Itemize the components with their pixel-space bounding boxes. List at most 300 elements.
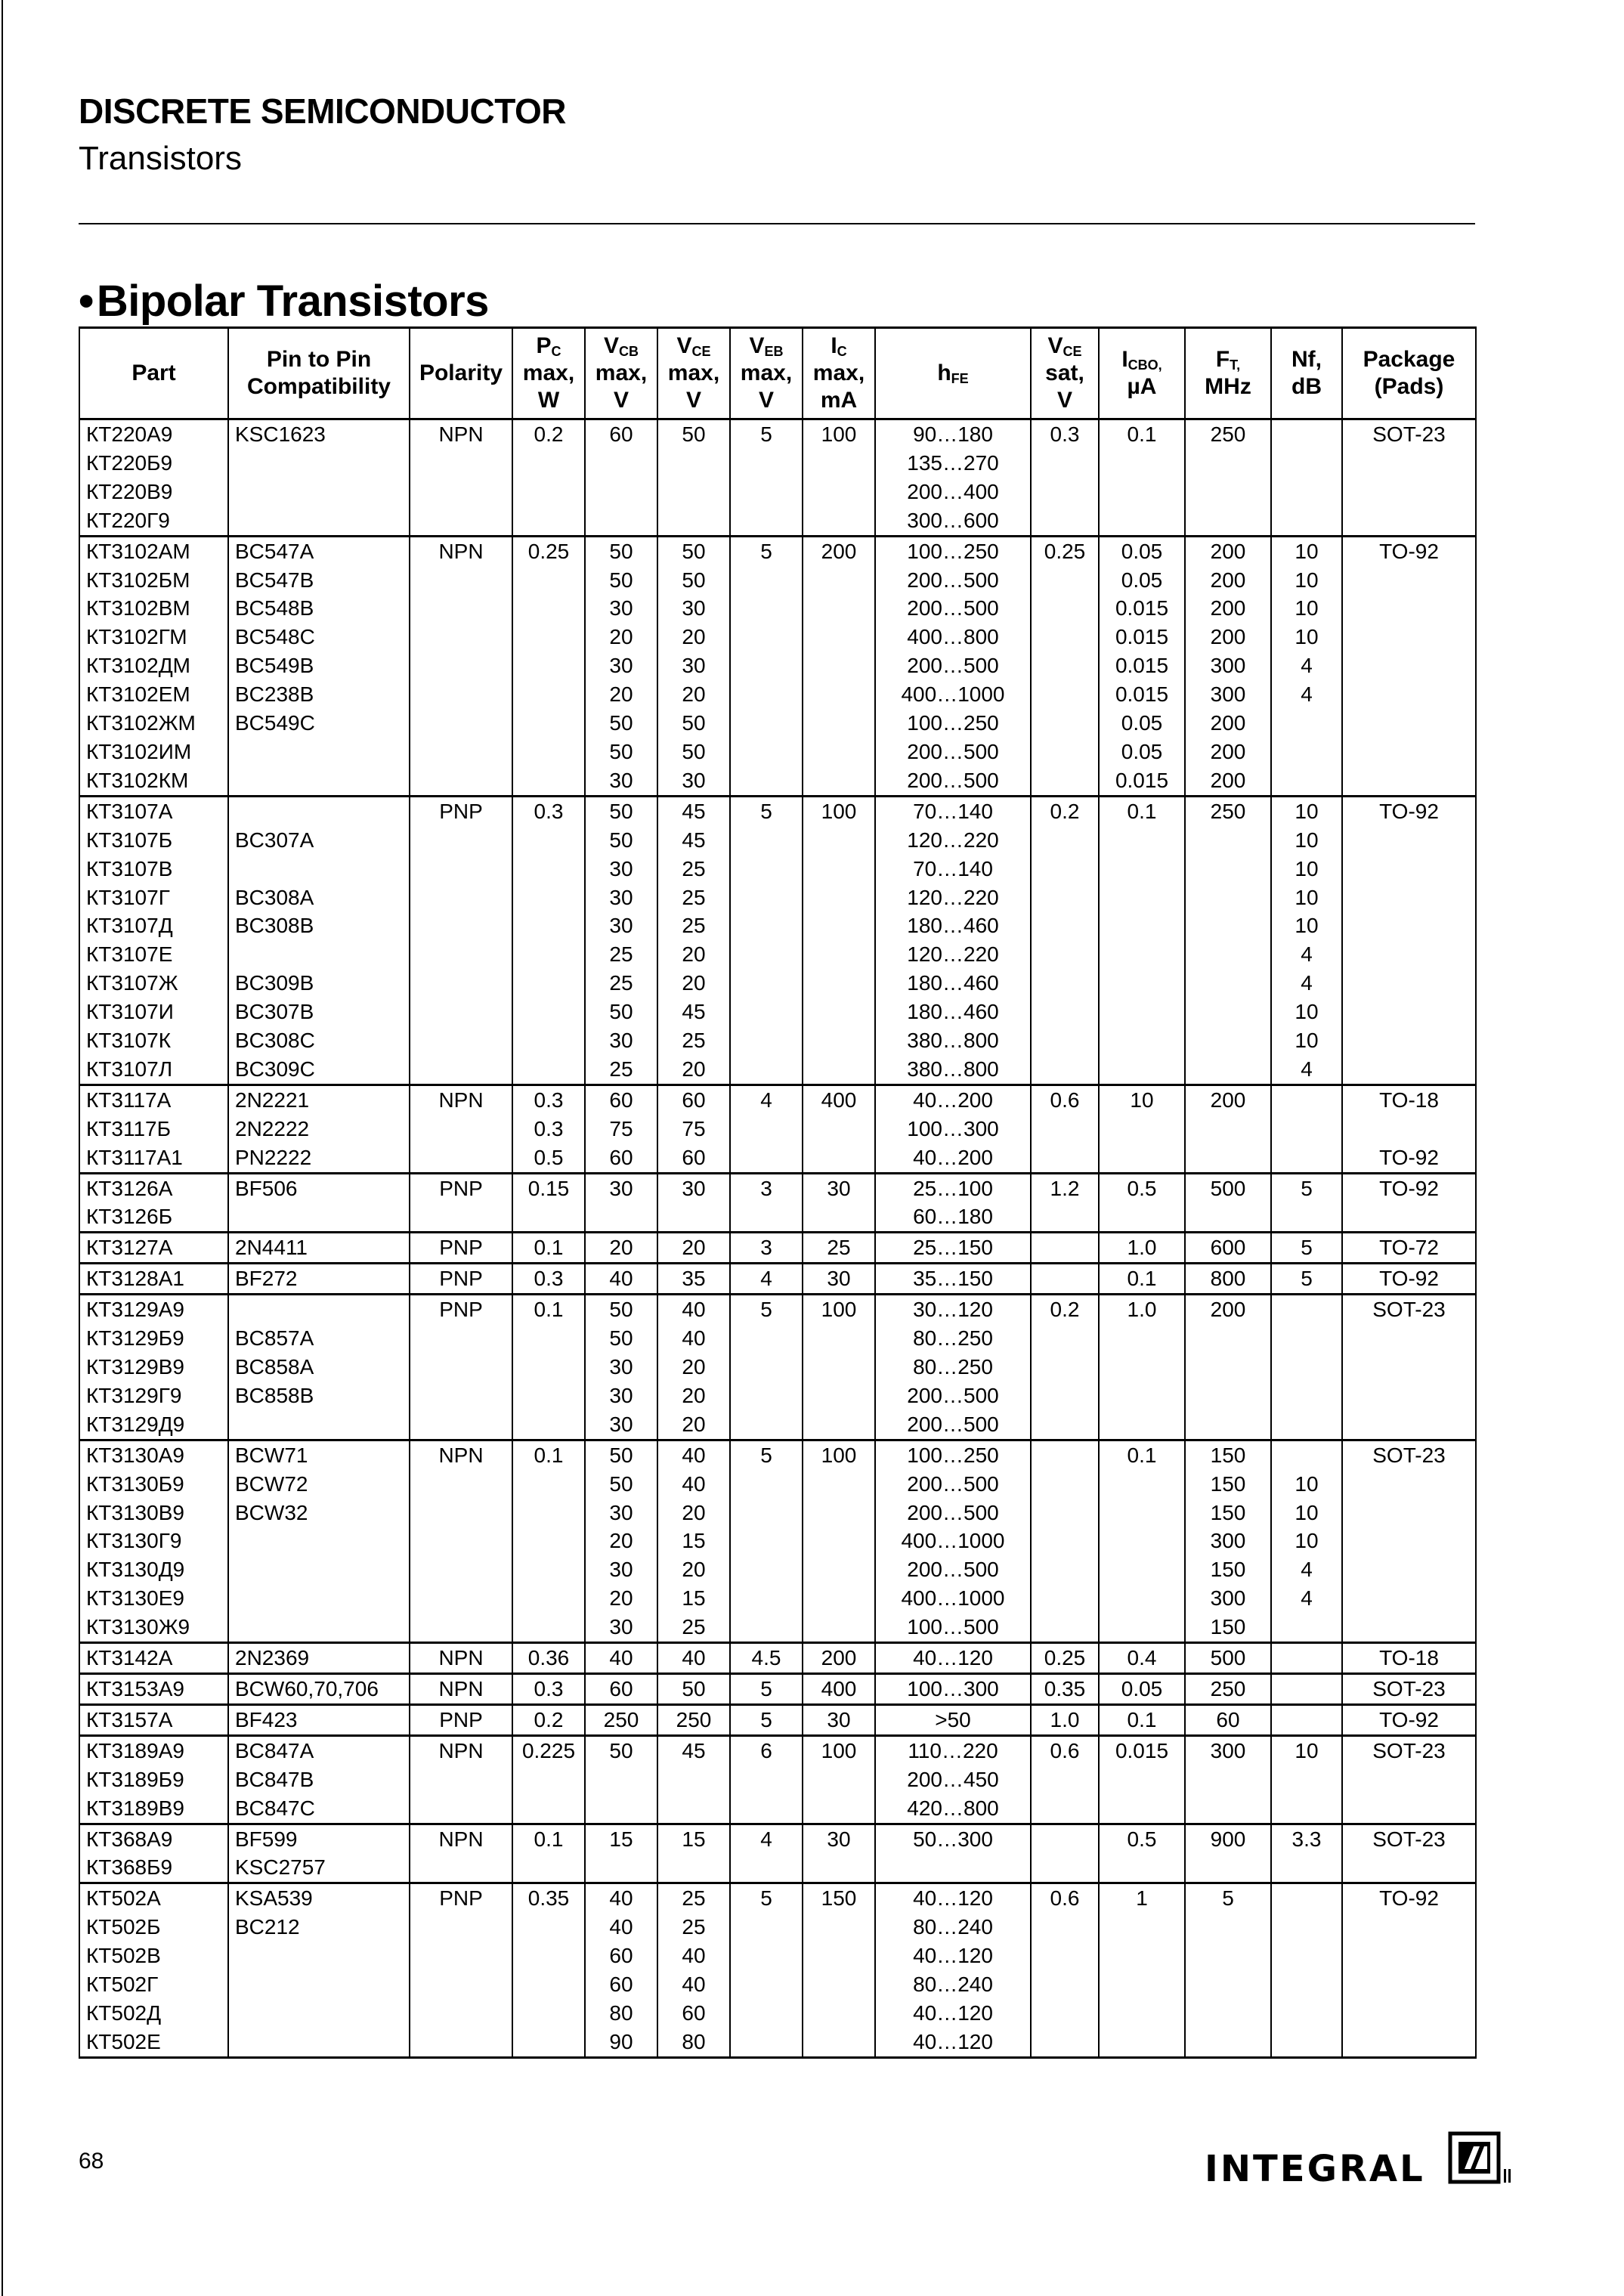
cell-vcb <box>585 536 657 796</box>
cell-line: КТ3107И <box>86 1000 174 1024</box>
cell-line: 40 <box>609 1886 633 1911</box>
cell-ft <box>1185 1824 1271 1883</box>
cell-line: BC549B <box>235 654 314 678</box>
header-hfe-symbol: h <box>937 360 951 385</box>
section-title-text: Bipolar Transistors <box>96 277 489 326</box>
cell-line: 200…500 <box>907 1412 999 1436</box>
cell-vcesat <box>1031 1824 1099 1883</box>
cell-line: 0.05 <box>1121 1676 1163 1700</box>
header-veb-subscript: EB <box>764 343 784 359</box>
cell-line: 60…180 <box>913 1205 993 1229</box>
header-ft-subscript: T, <box>1230 357 1241 373</box>
cell-line: 15 <box>682 1586 706 1611</box>
header-vcesat-line: sat, <box>1045 360 1084 386</box>
cell-package <box>1342 1295 1476 1440</box>
cell-line: PN2222 <box>235 1145 312 1169</box>
cell-line: 4 <box>760 1267 772 1291</box>
cell-line: 0.3 <box>534 1676 564 1700</box>
cell-line: 5 <box>760 1443 772 1467</box>
document-subcategory: Transistors <box>79 140 242 177</box>
header-vce-symbol: V <box>676 333 692 358</box>
header-ic <box>803 328 875 419</box>
cell-line: КТ3130Г9 <box>86 1529 182 1553</box>
cell-pin <box>228 1704 410 1735</box>
cell-pin <box>228 1264 410 1295</box>
cell-line: 2N2221 <box>235 1088 310 1112</box>
cell-line: КТ502В <box>86 1944 161 1968</box>
cell-line: КТ3102ЕМ <box>86 682 190 707</box>
cell-ft <box>1185 1295 1271 1440</box>
cell-line: 30 <box>609 1355 633 1379</box>
cell-line: 200…500 <box>907 1383 999 1407</box>
cell-line: 30 <box>609 1558 633 1582</box>
cell-line: 25 <box>682 885 706 909</box>
cell-line: 20 <box>682 1355 706 1379</box>
cell-line: BC858A <box>235 1355 314 1379</box>
cell-vcb <box>585 1673 657 1704</box>
cell-line: КТ3126Б <box>86 1205 173 1229</box>
cell-polarity <box>410 1440 512 1642</box>
cell-line: TO-92 <box>1379 1886 1439 1911</box>
cell-polarity <box>410 1883 512 2057</box>
cell-part <box>79 536 228 796</box>
cell-line: 30 <box>682 596 706 620</box>
cell-package <box>1342 1883 1476 2057</box>
cell-line: 150 <box>1210 1615 1246 1639</box>
cell-line: 25…100 <box>913 1176 993 1200</box>
cell-veb <box>730 1173 803 1233</box>
cell-line: 4 <box>760 1827 772 1851</box>
cell-line: КТ3102ВМ <box>86 596 190 620</box>
cell-line: 40 <box>609 1267 633 1291</box>
cell-line: КТ3107Г <box>86 885 170 909</box>
cell-line: 20 <box>682 1412 706 1436</box>
cell-polarity <box>410 1264 512 1295</box>
cell-line: 900 <box>1210 1827 1246 1851</box>
cell-line: 20 <box>682 682 706 707</box>
cell-line: 3 <box>760 1176 772 1200</box>
header-vcb-line: V <box>613 388 629 413</box>
cell-line: 30 <box>682 654 706 678</box>
table-row <box>79 1264 1476 1295</box>
cell-line: КТ502Г <box>86 1973 159 1997</box>
cell-line: BC307B <box>235 1000 314 1024</box>
header-polarity-line: Polarity <box>419 360 503 385</box>
cell-line: 200 <box>1210 539 1246 563</box>
cell-line: 400…1000 <box>901 1586 1005 1611</box>
cell-line <box>1272 1706 1341 1734</box>
cell-line: 30 <box>609 914 633 938</box>
cell-ic <box>803 1643 875 1674</box>
cell-line: 5 <box>1301 1176 1313 1200</box>
cell-line: BC212 <box>235 1915 300 1939</box>
cell-line: 15 <box>682 1827 706 1851</box>
cell-line <box>1272 1675 1341 1703</box>
cell-line: КТ3107К <box>86 1029 172 1053</box>
cell-line: 50 <box>682 422 706 446</box>
cell-vcesat <box>1031 1883 1099 2057</box>
cell-veb <box>730 1735 803 1824</box>
cell-polarity <box>410 1673 512 1704</box>
cell-line: 25 <box>827 1236 851 1260</box>
cell-line: BCW71 <box>235 1443 308 1467</box>
cell-ic <box>803 419 875 537</box>
cell-icbo <box>1099 1233 1185 1264</box>
cell-icbo <box>1099 419 1185 537</box>
cell-line: TO-18 <box>1379 1088 1439 1112</box>
cell-line: 50 <box>609 828 633 852</box>
cell-line: 50 <box>682 539 706 563</box>
cell-line: КТ3107Л <box>86 1057 173 1081</box>
cell-line: 4 <box>1301 1558 1313 1582</box>
cell-line: 200…500 <box>907 768 999 792</box>
cell-vcb <box>585 1440 657 1642</box>
cell-nf <box>1271 1824 1342 1883</box>
cell-line: 0.3 <box>1050 422 1080 446</box>
cell-ic <box>803 1264 875 1295</box>
cell-line: 30 <box>827 1267 851 1291</box>
cell-veb <box>730 1883 803 2057</box>
cell-line: PNP <box>439 1176 483 1200</box>
cell-hfe <box>875 1824 1031 1883</box>
cell-line: SOT-23 <box>1372 1298 1446 1322</box>
cell-vcb <box>585 1704 657 1735</box>
cell-line: 25 <box>682 856 706 880</box>
cell-pin <box>228 1643 410 1674</box>
header-pc-line: W <box>537 388 560 413</box>
table-row <box>79 1440 1476 1642</box>
cell-vce <box>657 1643 730 1674</box>
cell-vce <box>657 1735 730 1824</box>
cell-line: 0.05 <box>1121 539 1163 563</box>
cell-line: PNP <box>439 1886 483 1911</box>
cell-line: 200…500 <box>907 739 999 763</box>
header-nf-line: Nf, <box>1291 347 1322 372</box>
cell-vcb <box>585 796 657 1085</box>
cell-line: 380…800 <box>907 1057 999 1081</box>
cell-vce <box>657 1440 730 1642</box>
cell-line: 50 <box>682 739 706 763</box>
cell-line: КТ3107А <box>86 799 173 823</box>
cell-icbo <box>1099 1673 1185 1704</box>
cell-package <box>1342 1440 1476 1642</box>
cell-line <box>1032 1825 1098 1854</box>
cell-nf <box>1271 1643 1342 1674</box>
bullet-icon: • <box>79 277 94 326</box>
cell-part <box>79 1643 228 1674</box>
cell-line: 180…460 <box>907 1000 999 1024</box>
cell-line: 180…460 <box>907 914 999 938</box>
header-ft-line: MHz <box>1205 374 1251 400</box>
header-hfe <box>875 328 1031 419</box>
table-row <box>79 1295 1476 1440</box>
cell-line: BCW32 <box>235 1500 308 1524</box>
cell-icbo <box>1099 1295 1185 1440</box>
cell-part <box>79 1704 228 1735</box>
cell-line: 300 <box>1210 1529 1246 1553</box>
header-ic-line: mA <box>820 388 858 413</box>
cell-line: 20 <box>682 1057 706 1081</box>
cell-line: 200 <box>1210 1298 1246 1322</box>
cell-line: 0.05 <box>1121 711 1163 735</box>
cell-ic <box>803 1824 875 1883</box>
cell-nf <box>1271 419 1342 537</box>
cell-line: 30 <box>682 1176 706 1200</box>
cell-line: 60 <box>609 1676 633 1700</box>
cell-line: КТ3129Б9 <box>86 1326 184 1351</box>
cell-polarity <box>410 1295 512 1440</box>
cell-line: 100 <box>821 422 857 446</box>
cell-line: SOT-23 <box>1372 1443 1446 1467</box>
cell-line: BC308C <box>235 1029 315 1053</box>
cell-line: 40 <box>682 1944 706 1968</box>
cell-veb <box>730 1440 803 1642</box>
cell-line: 100 <box>821 1738 857 1762</box>
cell-line: КТ368Б9 <box>86 1855 173 1880</box>
cell-ft <box>1185 1440 1271 1642</box>
cell-line: 100…300 <box>907 1116 999 1140</box>
cell-vce <box>657 536 730 796</box>
cell-line: NPN <box>438 1738 484 1762</box>
cell-pc <box>512 1440 585 1642</box>
cell-line <box>235 1295 409 1324</box>
cell-line: 100 <box>821 799 857 823</box>
cell-veb <box>730 796 803 1085</box>
cell-line: 400…1000 <box>901 1529 1005 1553</box>
cell-line: 250 <box>603 1707 639 1731</box>
cell-line: 2N4411 <box>235 1236 308 1260</box>
table-row <box>79 1735 1476 1824</box>
header-icbo <box>1099 328 1185 419</box>
cell-line: 90…180 <box>913 422 993 446</box>
table-row <box>79 1085 1476 1173</box>
cell-line: 50 <box>682 711 706 735</box>
cell-line: 30 <box>827 1827 851 1851</box>
header-package-line: (Pads) <box>1374 374 1444 399</box>
cell-line: 200…500 <box>907 1471 999 1496</box>
cell-line: 5 <box>760 539 772 563</box>
cell-line: BCW60,70,706 <box>235 1676 379 1700</box>
cell-line: КТ3102ИМ <box>86 739 192 763</box>
cell-line: 40…120 <box>913 1944 993 1968</box>
cell-line: КТ3102ДМ <box>86 654 190 678</box>
cell-line: 200…500 <box>907 596 999 620</box>
cell-line: КТ3117А <box>86 1088 172 1112</box>
cell-line: 40…120 <box>913 1646 993 1670</box>
cell-line: BC847B <box>235 1767 314 1791</box>
cell-line: 75 <box>609 1116 633 1140</box>
cell-line <box>235 855 409 883</box>
cell-line: КТ3102КМ <box>86 768 189 792</box>
cell-line: PNP <box>439 1707 483 1731</box>
cell-line: 200…500 <box>907 654 999 678</box>
cell-part <box>79 1883 228 2057</box>
cell-pin <box>228 419 410 537</box>
cell-part <box>79 1673 228 1704</box>
cell-line: 50 <box>609 539 633 563</box>
cell-line: 300 <box>1210 1738 1246 1762</box>
cell-line: 45 <box>682 828 706 852</box>
cell-line: 45 <box>682 799 706 823</box>
cell-vce <box>657 1233 730 1264</box>
cell-line: 30 <box>609 654 633 678</box>
cell-pin <box>228 1735 410 1824</box>
cell-line: 250 <box>1210 799 1246 823</box>
cell-line: 0.15 <box>527 1176 570 1200</box>
cell-icbo <box>1099 796 1185 1085</box>
cell-line: КТ3107В <box>86 856 173 880</box>
cell-line: 5 <box>760 1676 772 1700</box>
cell-line: 10 <box>1295 1500 1319 1524</box>
cell-line: 200 <box>1210 768 1246 792</box>
cell-line: 35 <box>682 1267 706 1291</box>
cell-line: 90 <box>609 2029 633 2053</box>
cell-ic <box>803 1735 875 1824</box>
cell-vce <box>657 1085 730 1173</box>
cell-hfe <box>875 1264 1031 1295</box>
header-package <box>1342 328 1476 419</box>
cell-icbo <box>1099 1735 1185 1824</box>
cell-pc <box>512 1264 585 1295</box>
cell-line: КТ220Г9 <box>86 508 170 532</box>
cell-line: 50 <box>609 1326 633 1351</box>
header-hfe-subscript: FE <box>951 370 969 386</box>
cell-line: 60 <box>1216 1707 1240 1731</box>
cell-line: 0.015 <box>1115 625 1169 649</box>
header-nf-line: dB <box>1291 374 1322 399</box>
cell-icbo <box>1099 1173 1185 1233</box>
cell-line: 50 <box>609 1000 633 1024</box>
cell-line: 250 <box>676 1707 712 1731</box>
cell-line: 400 <box>821 1088 857 1112</box>
cell-line: 30 <box>609 1176 633 1200</box>
cell-vcesat <box>1031 1704 1099 1735</box>
cell-line: 420…800 <box>907 1796 999 1820</box>
cell-line: 0.015 <box>1115 596 1169 620</box>
cell-line: 60 <box>682 1088 706 1112</box>
cell-line <box>235 940 409 969</box>
header-veb-line: max, <box>740 360 793 386</box>
cell-line: 0.2 <box>534 422 564 446</box>
cell-vcesat <box>1031 1735 1099 1824</box>
cell-line: КТ3130Е9 <box>86 1586 184 1611</box>
cell-line <box>1272 1441 1341 1470</box>
cell-part <box>79 1440 228 1642</box>
cell-line: SOT-23 <box>1372 1676 1446 1700</box>
cell-line: 5 <box>760 422 772 446</box>
cell-line <box>1032 1441 1098 1470</box>
cell-vce <box>657 1673 730 1704</box>
cell-line: BC309C <box>235 1057 315 1081</box>
cell-line: КТ3102АМ <box>86 539 190 563</box>
cell-vce <box>657 1883 730 2057</box>
cell-part <box>79 1085 228 1173</box>
cell-line: 10 <box>1295 1000 1319 1024</box>
cell-line: 30 <box>609 885 633 909</box>
cell-line: 0.1 <box>534 1443 564 1467</box>
cell-line: BCW72 <box>235 1471 308 1496</box>
cell-line: КТ3102БМ <box>86 568 190 592</box>
cell-nf <box>1271 1264 1342 1295</box>
cell-nf <box>1271 536 1342 796</box>
cell-line: 30 <box>682 768 706 792</box>
cell-package <box>1342 419 1476 537</box>
cell-line: 0.1 <box>1127 422 1157 446</box>
cell-line: 30 <box>827 1176 851 1200</box>
cell-line: 0.1 <box>1127 799 1157 823</box>
cell-line: 150 <box>1210 1443 1246 1467</box>
cell-line: 300 <box>1210 682 1246 707</box>
brand-name: INTEGRAL <box>1205 2148 1425 2190</box>
left-border-rule <box>2 0 3 2296</box>
cell-line: BC547B <box>235 568 314 592</box>
header-package-line: Package <box>1363 347 1455 372</box>
cell-vcb <box>585 1643 657 1674</box>
header-vcb-subscript: CB <box>619 343 639 359</box>
cell-pin <box>228 1295 410 1440</box>
cell-hfe <box>875 419 1031 537</box>
cell-line: 25 <box>682 1886 706 1911</box>
cell-line: 0.225 <box>521 1738 576 1762</box>
header-vcesat-symbol: V <box>1047 333 1063 358</box>
cell-ft <box>1185 536 1271 796</box>
header-icbo-symbol: I <box>1121 346 1128 372</box>
cell-nf <box>1271 1233 1342 1264</box>
cell-icbo <box>1099 1824 1185 1883</box>
cell-line: TO-92 <box>1379 539 1439 563</box>
header-part-line: Part <box>131 360 176 385</box>
cell-icbo <box>1099 1704 1185 1735</box>
cell-vcb <box>585 1824 657 1883</box>
cell-line: 20 <box>682 625 706 649</box>
cell-line: 50 <box>682 568 706 592</box>
cell-ic <box>803 1233 875 1264</box>
cell-vcesat <box>1031 419 1099 537</box>
cell-line: КТ3102ЖМ <box>86 711 196 735</box>
cell-pin <box>228 1085 410 1173</box>
cell-line: КТ3130Б9 <box>86 1471 184 1496</box>
cell-line: 30 <box>609 1383 633 1407</box>
cell-pc <box>512 1085 585 1173</box>
cell-line: 40 <box>682 1646 706 1670</box>
cell-line: КТ3129А9 <box>86 1298 184 1322</box>
cell-vcesat <box>1031 1643 1099 1674</box>
cell-line: 45 <box>682 1738 706 1762</box>
cell-line: КТ3117Б <box>86 1116 171 1140</box>
cell-line: 2N2222 <box>235 1116 310 1140</box>
cell-vce <box>657 796 730 1085</box>
cell-line: 200…400 <box>907 479 999 503</box>
cell-hfe <box>875 796 1031 1085</box>
header-ft <box>1185 328 1271 419</box>
cell-line: SOT-23 <box>1372 422 1446 446</box>
cell-line: КТ3129В9 <box>86 1355 184 1379</box>
cell-line: 0.5 <box>1127 1176 1157 1200</box>
cell-line: 50 <box>609 1443 633 1467</box>
cell-line: 0.2 <box>534 1707 564 1731</box>
cell-line: КТ3107Е <box>86 942 173 967</box>
cell-line: КТ220А9 <box>86 422 173 446</box>
cell-pc <box>512 1735 585 1824</box>
cell-line: 10 <box>1295 856 1319 880</box>
cell-nf <box>1271 1735 1342 1824</box>
table-row <box>79 1233 1476 1264</box>
cell-polarity <box>410 419 512 537</box>
header-pin-line: Compatibility <box>246 374 391 399</box>
cell-veb <box>730 419 803 537</box>
cell-polarity <box>410 1643 512 1674</box>
cell-line: BF423 <box>235 1707 298 1731</box>
